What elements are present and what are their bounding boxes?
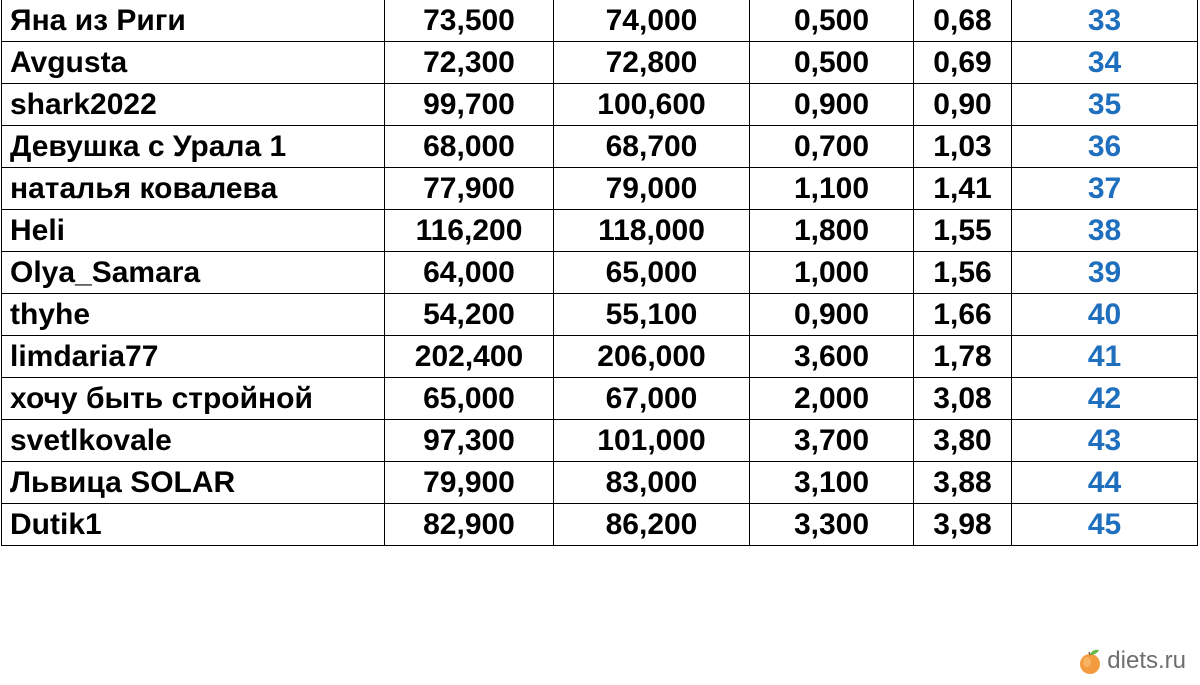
percent-cell: 1,78 [914,336,1012,378]
place-cell: 39 [1012,252,1198,294]
weight-difference-cell: 0,500 [750,42,914,84]
table-row [2,462,1198,504]
participant-name-cell: shark2022 [2,84,385,126]
start-weight-cell: 54,200 [385,294,554,336]
place-cell: 44 [1012,462,1198,504]
participant-name-cell: Heli [2,210,385,252]
table-row [2,378,1198,420]
current-weight-cell: 74,000 [554,0,750,42]
start-weight-cell: 73,500 [385,0,554,42]
participant-name-cell: Девушка с Урала 1 [2,126,385,168]
weight-difference-cell: 2,000 [750,378,914,420]
weight-difference-cell: 3,700 [750,420,914,462]
current-weight-cell: 67,000 [554,378,750,420]
percent-cell: 3,08 [914,378,1012,420]
weight-difference-cell: 3,300 [750,504,914,546]
weight-difference-cell: 1,800 [750,210,914,252]
results-table-body [2,0,1198,546]
place-cell: 34 [1012,42,1198,84]
table-row [2,210,1198,252]
place-cell: 40 [1012,294,1198,336]
start-weight-cell: 202,400 [385,336,554,378]
participant-name-cell: limdaria77 [2,336,385,378]
start-weight-cell: 72,300 [385,42,554,84]
current-weight-cell: 101,000 [554,420,750,462]
table-row [2,504,1198,546]
current-weight-cell: 206,000 [554,336,750,378]
place-cell: 41 [1012,336,1198,378]
participant-name-cell: Львица SOLAR [2,462,385,504]
start-weight-cell: 99,700 [385,84,554,126]
participant-name-cell: thyhe [2,294,385,336]
peach-logo-icon [1077,647,1103,675]
start-weight-cell: 79,900 [385,462,554,504]
table-row [2,42,1198,84]
weight-difference-cell: 0,500 [750,0,914,42]
place-cell: 36 [1012,126,1198,168]
place-cell: 35 [1012,84,1198,126]
percent-cell: 3,80 [914,420,1012,462]
percent-cell: 1,66 [914,294,1012,336]
participant-name-cell: svetlkovale [2,420,385,462]
place-cell: 45 [1012,504,1198,546]
current-weight-cell: 118,000 [554,210,750,252]
percent-cell: 0,69 [914,42,1012,84]
table-row [2,420,1198,462]
current-weight-cell: 100,600 [554,84,750,126]
place-cell: 38 [1012,210,1198,252]
participant-name-cell: хочу быть стройной [2,378,385,420]
weight-difference-cell: 3,100 [750,462,914,504]
start-weight-cell: 68,000 [385,126,554,168]
current-weight-cell: 79,000 [554,168,750,210]
place-cell: 42 [1012,378,1198,420]
current-weight-cell: 83,000 [554,462,750,504]
watermark-text: diets.ru [1107,647,1186,674]
current-weight-cell: 72,800 [554,42,750,84]
participant-name-cell: Яна из Риги [2,0,385,42]
results-table [1,0,1198,546]
table-row [2,168,1198,210]
current-weight-cell: 55,100 [554,294,750,336]
start-weight-cell: 77,900 [385,168,554,210]
start-weight-cell: 64,000 [385,252,554,294]
start-weight-cell: 65,000 [385,378,554,420]
percent-cell: 3,98 [914,504,1012,546]
table-row [2,252,1198,294]
table-row [2,336,1198,378]
percent-cell: 0,68 [914,0,1012,42]
participant-name-cell: наталья ковалева [2,168,385,210]
percent-cell: 1,41 [914,168,1012,210]
start-weight-cell: 116,200 [385,210,554,252]
participant-name-cell: Avgusta [2,42,385,84]
table-row [2,84,1198,126]
percent-cell: 1,56 [914,252,1012,294]
diets-watermark [1077,647,1186,675]
participant-name-cell: Olya_Samara [2,252,385,294]
weight-difference-cell: 0,900 [750,84,914,126]
percent-cell: 1,03 [914,126,1012,168]
place-cell: 33 [1012,0,1198,42]
percent-cell: 3,88 [914,462,1012,504]
table-row [2,294,1198,336]
start-weight-cell: 82,900 [385,504,554,546]
weight-difference-cell: 3,600 [750,336,914,378]
weight-difference-cell: 1,000 [750,252,914,294]
place-cell: 37 [1012,168,1198,210]
percent-cell: 1,55 [914,210,1012,252]
weight-difference-cell: 0,700 [750,126,914,168]
current-weight-cell: 86,200 [554,504,750,546]
place-cell: 43 [1012,420,1198,462]
table-row [2,126,1198,168]
current-weight-cell: 65,000 [554,252,750,294]
table-row [2,0,1198,42]
start-weight-cell: 97,300 [385,420,554,462]
current-weight-cell: 68,700 [554,126,750,168]
participant-name-cell: Dutik1 [2,504,385,546]
percent-cell: 0,90 [914,84,1012,126]
weight-difference-cell: 1,100 [750,168,914,210]
weight-difference-cell: 0,900 [750,294,914,336]
